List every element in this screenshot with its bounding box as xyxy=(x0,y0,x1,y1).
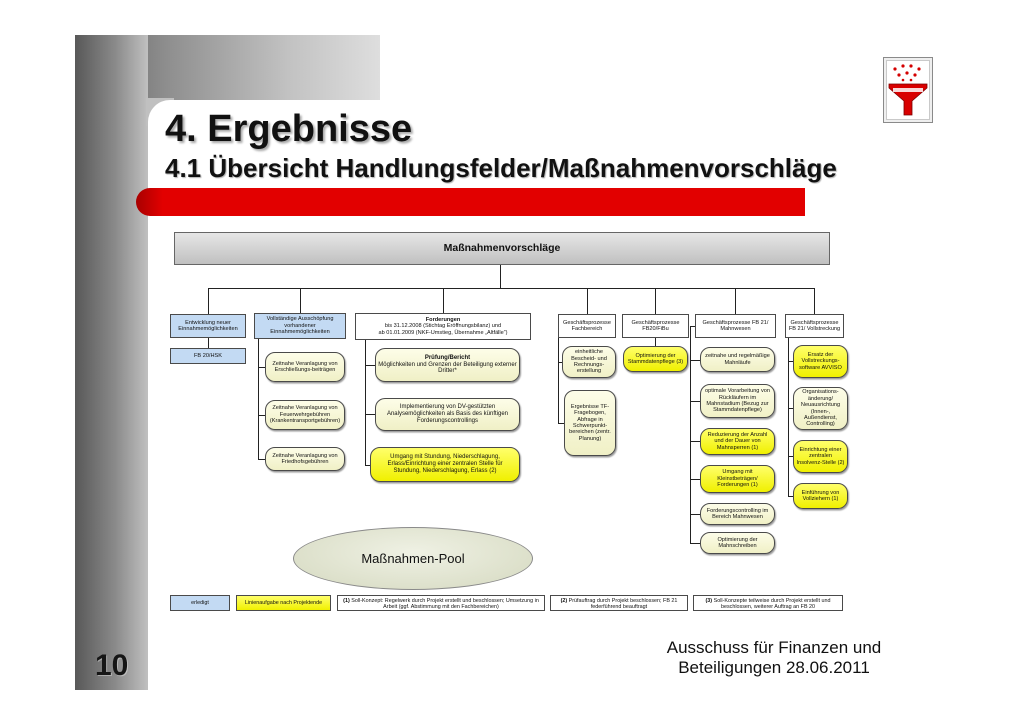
column-header-mahnwesen: Geschäftsprozesse FB 21/ Mahnwesen xyxy=(695,314,776,338)
measure-box: Organisations-änderung/ Neuausrichtung (Innen-, Außendienst, Controlling) xyxy=(793,387,848,430)
measure-box: Ergebnisse TF-Fragebogen, Abfrage in Schwerpunkt-bereichen (zentr. Planung) xyxy=(564,390,616,456)
footer-line: Ausschuss für Finanzen und xyxy=(666,638,882,657)
header-line: ab 01.01.2009 (NKF-Umstieg, Übernahme „Altfälle“) xyxy=(378,329,508,336)
legend-text: Soll-Konzept: Regelwerk durch Projekt erstellt und beschlossen; Umsetzung in Arbeit (ggf. Abstimmung mit den Fachbereichen) xyxy=(351,598,539,611)
footer-line: Beteiligungen 28.06.2011 xyxy=(678,658,870,677)
legend-marker: (2) xyxy=(560,598,568,604)
header-line: bis 31.12.2008 (Stichtag Eröffnungsbilanz) und xyxy=(384,323,502,330)
measure-box: Einrichtung einer zentralen Insolvenz-Stelle (2) xyxy=(793,440,848,473)
measure-box: zeitnahe und regelmäßige Mahnläufe xyxy=(700,347,775,372)
measure-box: Optimierung der Stammdatenpflege (3) xyxy=(623,346,688,372)
column-header-new-revenue: Entwicklung neuer Einnahmemöglichkeiten xyxy=(170,314,246,338)
measure-box: Ersatz der Vollstreckungs-software AVVISO xyxy=(793,345,848,378)
slide-subtitle: 4.1 Übersicht Handlungsfelder/Maßnahmenvorschläge xyxy=(165,153,837,183)
measure-box: Zeitnahe Veranlagung von Erschließungs-beiträgen xyxy=(265,352,345,382)
measure-box: Reduzierung der Anzahl und der Dauer von Mahnsperren (1) xyxy=(700,428,775,455)
page-number: 10 xyxy=(95,649,129,682)
legend-done: erledigt xyxy=(170,595,230,611)
measure-text: Möglichkeiten und Grenzen der Beteiligung externer Dritter* xyxy=(378,361,517,375)
legend-marker: (1) xyxy=(343,598,350,604)
measures-pool: Maßnahmen-Pool xyxy=(293,527,533,590)
legend-line-task: Linienaufgabe nach Projektende xyxy=(236,595,331,611)
footer-text xyxy=(660,638,888,678)
measure-box: Forderungscontrolling im Bereich Mahnwesen xyxy=(700,503,775,525)
measure-box: Implementierung von DV-gestützten Analysemöglichkeiten als Basis des künftigen Forderungscontrollings xyxy=(375,398,520,431)
measure-box: optimale Vorarbeitung von Rückläufern im Mahnstadium (Bezug zur Stammdatenpflege) xyxy=(700,384,775,418)
column-header-existing-revenue: Vollständige Ausschöpfung vorhandener Einnahmemöglichkeiten xyxy=(254,313,346,339)
column-header-fibu: Geschäftsprozesse FB20/FiBu xyxy=(622,314,689,338)
measure-box: Zeitnahe Veranlagung von Feuerwehrgebühren (Krankentransportgebühren) xyxy=(265,400,345,430)
header-line: Forderungen xyxy=(425,316,461,323)
slide-title: 4. Ergebnisse xyxy=(165,108,413,150)
measure-box: Einführung von Vollziehern (1) xyxy=(793,483,848,509)
measure-box: Umgang mit Stundung, Niederschlagung, Erlass/Einrichtung einer zentralen Stelle für Stundung, Niederschlagung, Erlass (2) xyxy=(370,447,520,482)
measure-box: Umgang mit Kleinstbeträgen/ Forderungen (1) xyxy=(700,465,775,493)
legend-text: Prüfauftrag durch Projekt beschlossen; FB 21 federführend beauftragt xyxy=(568,598,678,611)
legend-text: Soll-Konzepte teilweise durch Projekt erstellt und beschlossen, weiterer Auftrag an FB 20 xyxy=(713,598,831,611)
measure-box: Zeitnahe Veranlagung von Friedhofsgebühren xyxy=(265,447,345,471)
measure-box: FB 20/HSK xyxy=(170,348,246,364)
diagram-root: Maßnahmenvorschläge xyxy=(174,232,830,265)
column-header-fachbereich: Geschäftsprozesse Fachbereich xyxy=(558,314,616,338)
legend-note-1 xyxy=(337,595,545,611)
measure-box xyxy=(375,348,520,382)
legend-note-2 xyxy=(550,595,688,611)
legend-marker: (3) xyxy=(705,598,713,604)
measure-box: Optimierung der Mahnschreiben xyxy=(700,532,775,554)
measure-title: Prüfung/Bericht xyxy=(424,354,471,361)
measure-box: einheitliche Bescheid- und Rechnungs-erstellung xyxy=(562,346,616,378)
column-header-receivables xyxy=(355,313,531,340)
legend-note-3 xyxy=(693,595,843,611)
column-header-vollstreckung: Geschäftsprozesse FB 21/ Vollstreckung xyxy=(785,314,844,338)
